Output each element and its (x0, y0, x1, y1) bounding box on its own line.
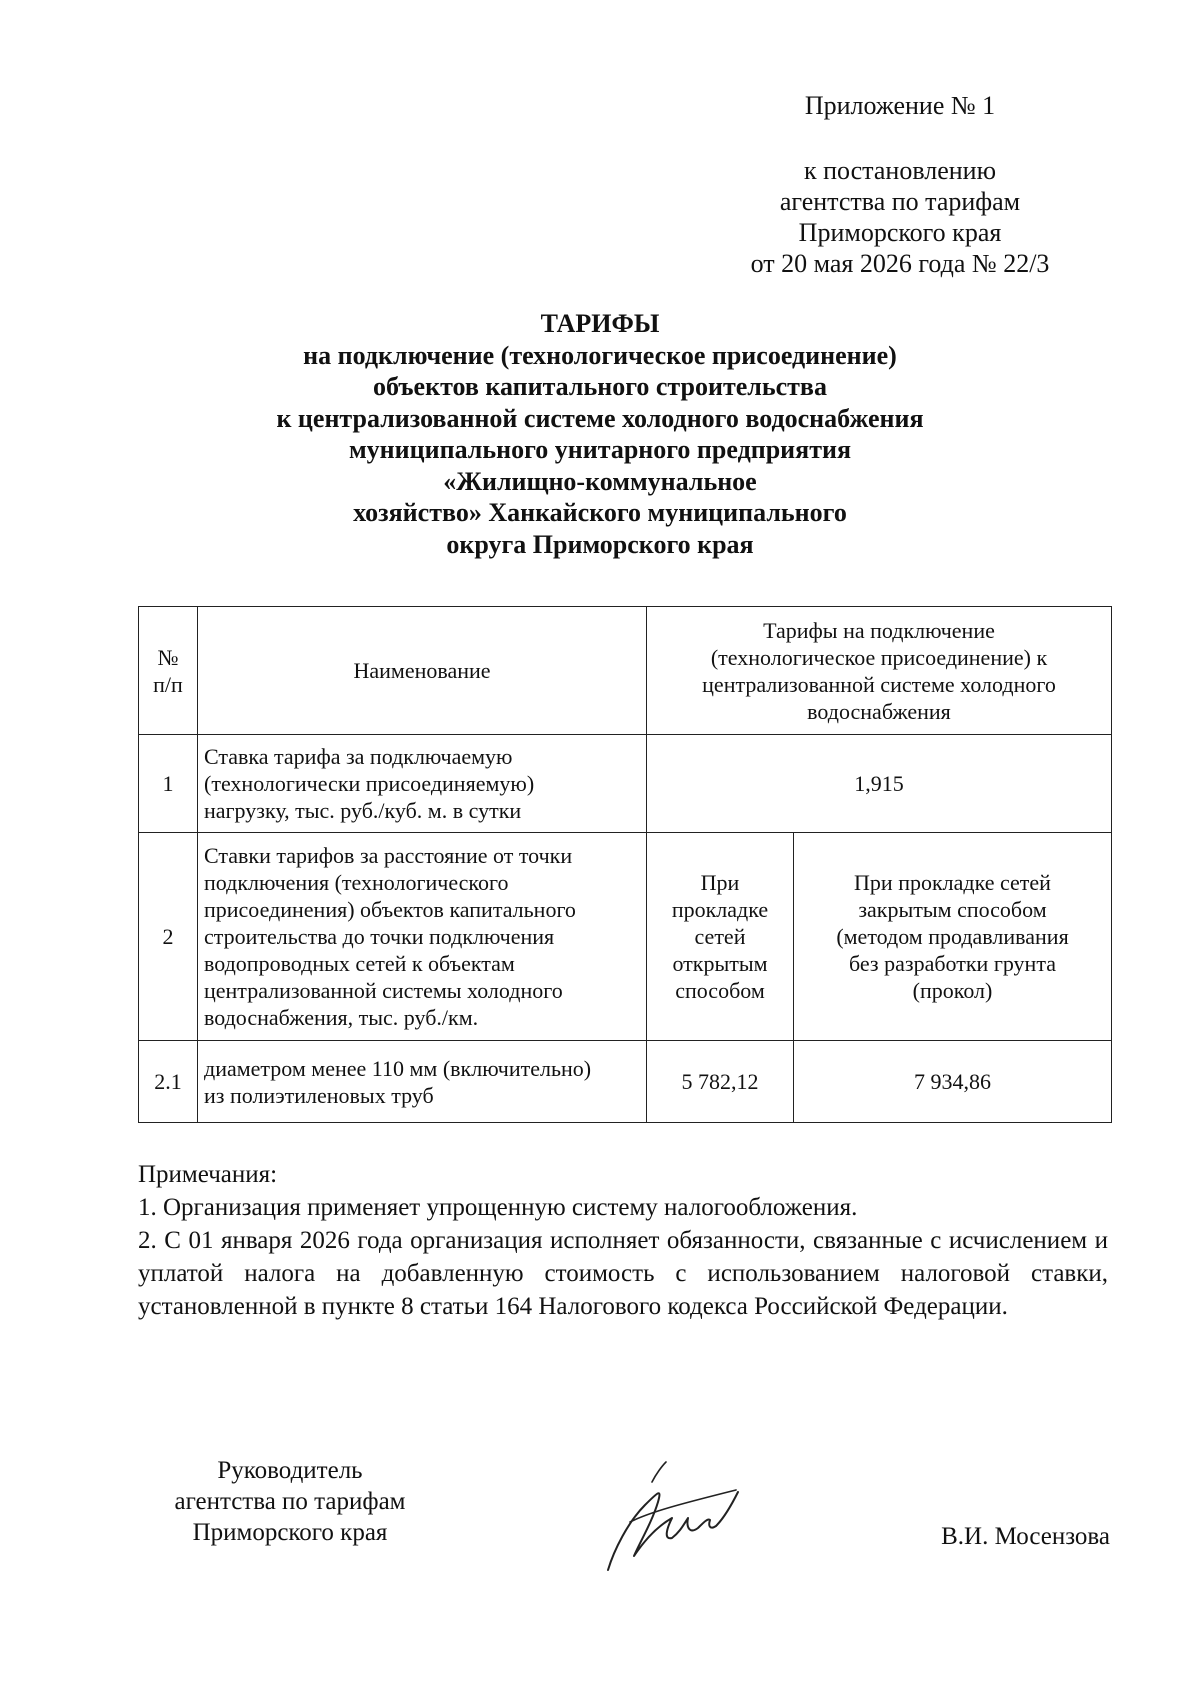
closed-method-line: При прокладке сетей (854, 870, 1051, 895)
signatory-name: В.И. Мосензова (941, 1523, 1110, 1550)
appendix-line: агентства по тарифам (779, 187, 1021, 216)
open-method-line: прокладке (671, 897, 769, 922)
header-num-line: п/п (153, 671, 183, 697)
open-method-header (647, 833, 794, 1041)
signatory-position-line: Приморского края (192, 1519, 388, 1546)
note-item: 1. Организация применяет упрощенную систему налогообложения. (138, 1194, 858, 1221)
closed-method-header (794, 833, 1112, 1041)
row-num: 1 (139, 735, 198, 833)
appendix-reference (700, 155, 1100, 279)
title-line: объектов капитального строительства (373, 372, 827, 401)
signatory-position-line: агентства по тарифам (174, 1488, 406, 1515)
row-name-line: присоединения) объектов капитального (204, 897, 576, 922)
handwritten-signature (600, 1460, 740, 1575)
closed-method-line: (прокол) (912, 978, 993, 1003)
header-name: Наименование (198, 607, 647, 735)
title-line: округа Приморского края (446, 529, 754, 559)
row-name (198, 1041, 647, 1123)
open-method-line: открытым (672, 951, 768, 976)
row-name-line: нагрузку, тыс. руб./куб. м. в сутки (204, 798, 522, 823)
header-tariff-line: (технологическое присоединение) к (710, 644, 1048, 670)
header-num (139, 607, 198, 735)
row-value: 1,915 (647, 735, 1112, 833)
row-name-line: централизованной системы холодного (204, 978, 563, 1003)
signatory-position-line: Руководитель (217, 1457, 363, 1484)
table-header-row (139, 607, 1112, 735)
row-name-line: из полиэтиленовых труб (204, 1082, 434, 1108)
row-name-line: водоснабжения, тыс. руб./км. (204, 1005, 479, 1030)
title-line: к централизованной системе холодного водоснабжения (276, 403, 924, 433)
open-method-line: При (700, 870, 740, 895)
row-name-line: подключения (технологического (204, 870, 509, 895)
row-name-line: водопроводных сетей к объектам (204, 951, 515, 976)
open-method-line: сетей (694, 924, 746, 949)
open-method-line: способом (675, 978, 765, 1003)
closed-method-line: (методом продавливания (836, 924, 1069, 949)
closed-method-line: закрытым способом (858, 897, 1047, 922)
notes-section (138, 1158, 1108, 1323)
row-name-line: строительства до точки подключения (204, 924, 555, 949)
row-num: 2 (139, 833, 198, 1041)
document-title (150, 308, 1050, 560)
row-name (198, 735, 647, 833)
note-item: 2. С 01 января 2026 года организация исполняет обязанности, связанные с исчислением и уплатой налога на добавленную стоимость с использованием налоговой ставки, установленной в пункте 8 статьи 164 Налогового кодекса Российской Федерации. (138, 1227, 1108, 1320)
row-name-line: диаметром менее 110 мм (включительно) (204, 1055, 592, 1081)
header-tariff-line: Тарифы на подключение (763, 617, 995, 643)
header-tariff (647, 607, 1112, 735)
title-line: «Жилищно-коммунальное (443, 466, 757, 496)
closed-method-value: 7 934,86 (794, 1041, 1112, 1123)
appendix-title: Приложение № 1 (804, 91, 996, 120)
title-line: на подключение (технологическое присоединение) (303, 340, 897, 370)
header-num-line: № (157, 644, 179, 670)
title-line: муниципального унитарного предприятия (348, 435, 852, 464)
table-row (139, 735, 1112, 833)
row-name-line: Ставки тарифов за расстояние от точки (204, 843, 573, 868)
row-num: 2.1 (139, 1041, 198, 1123)
table-row (139, 833, 1112, 1041)
header-tariff-line: водоснабжения (807, 698, 951, 724)
appendix-line: к постановлению (803, 156, 997, 185)
title-heading: ТАРИФЫ (540, 309, 660, 338)
closed-method-line: без разработки грунта (849, 951, 1056, 976)
appendix-line: от 20 мая 2026 года № 22/3 (750, 249, 1050, 278)
header-tariff-line: централизованной системе холодного (702, 671, 1056, 697)
open-method-value: 5 782,12 (647, 1041, 794, 1123)
appendix-line: Приморского края (798, 218, 1002, 247)
signatory-position (140, 1455, 440, 1548)
table-row (139, 1041, 1112, 1123)
row-name-line: Ставка тарифа за подключаемую (204, 744, 513, 769)
notes-title: Примечания: (138, 1161, 278, 1188)
tariff-table (138, 606, 1112, 1123)
row-name (198, 833, 647, 1041)
row-name-line: (технологически присоединяемую) (204, 771, 535, 796)
title-line: хозяйство» Ханкайского муниципального (353, 498, 847, 527)
